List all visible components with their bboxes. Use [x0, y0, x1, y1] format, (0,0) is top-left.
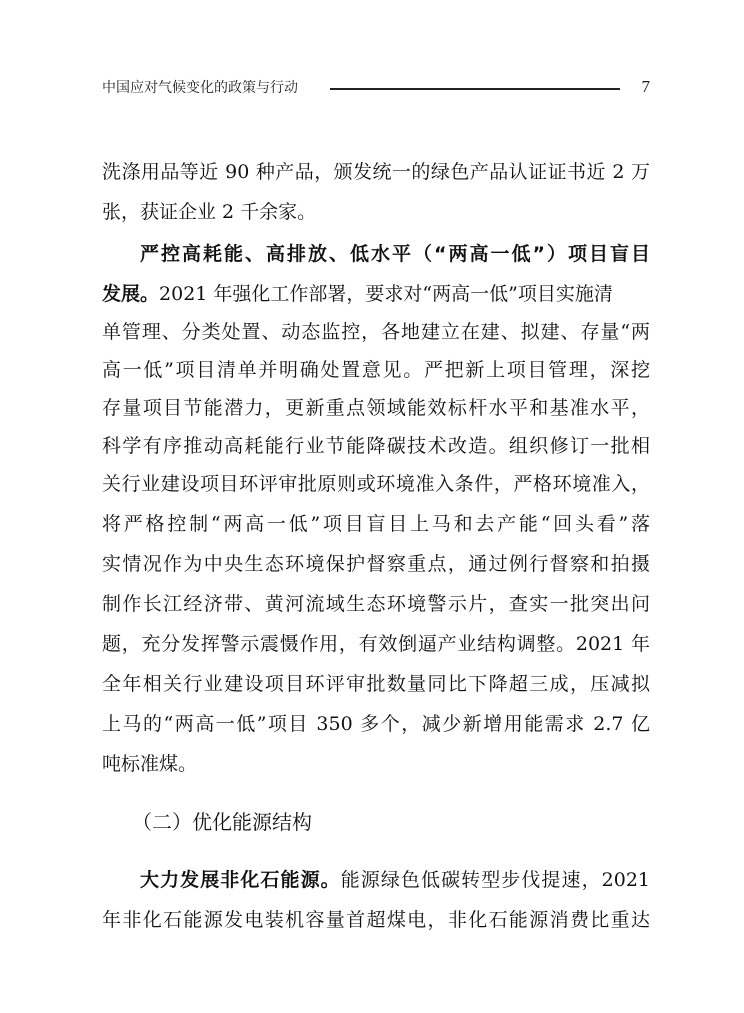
paragraph-2-line-12: 全年相关行业建设项目环评审批数量同比下降超三成，压减拟: [102, 673, 650, 695]
paragraph-3-lead: 大力发展非化石能源。: [140, 869, 341, 891]
paragraph-2-line-10: 制作长江经济带、黄河流域生态环境警示片，查实一批突出问: [102, 593, 650, 615]
header-rule: [330, 88, 620, 90]
paragraph-2-line-2-text: 2021 年强化工作部署，要求对“两高一低”项目实施清: [159, 283, 613, 305]
paragraph-1-line-1: 洗涤用品等近 90 种产品，颁发统一的绿色产品认证证书近 2 万: [102, 161, 650, 183]
paragraph-2-line-11: 题，充分发挥警示震慑作用，有效倒逼产业结构调整。2021 年: [102, 633, 650, 655]
section-heading: （二）优化能源结构: [132, 810, 312, 834]
page-number: 7: [641, 77, 650, 96]
running-header-title: 中国应对气候变化的政策与行动: [102, 80, 298, 96]
paragraph-2-lead-end: 发展。: [102, 283, 160, 305]
paragraph-2-line-9: 实情况作为中央生态环境保护督察重点，通过例行督察和拍摄: [102, 553, 650, 575]
paragraph-2-line-2: [102, 280, 650, 308]
paragraph-3-line-1-text: 能源绿色低碳转型步伐提速，2021: [340, 869, 650, 891]
paragraph-2-line-3: 单管理、分类处置、动态监控，各地建立在建、拟建、存量“两: [102, 321, 650, 343]
running-header: [102, 78, 650, 100]
paragraph-2-lead-line: 严控高耗能、高排放、低水平（“两高一低”）项目盲目: [140, 243, 650, 265]
paragraph-2-line-6: 科学有序推动高耗能行业节能降碳技术改造。组织修订一批相: [102, 435, 650, 457]
paragraph-2-line-14: 吨标准煤。: [102, 753, 198, 775]
paragraph-2-line-7: 关行业建设项目环评审批原则或环境准入条件，严格环境准入，: [102, 473, 650, 495]
paragraph-2-line-8: 将严格控制“两高一低”项目盲目上马和去产能“回头看”落: [102, 513, 650, 535]
paragraph-3-line-1: [140, 866, 650, 894]
paragraph-3-line-2: 年非化石能源发电装机容量首超煤电，非化石能源消费比重达: [102, 909, 650, 931]
paragraph-1-line-2: 张，获证企业 2 千余家。: [102, 201, 317, 223]
paragraph-2-line-13: 上马的“两高一低”项目 350 多个，减少新增用能需求 2.7 亿: [102, 713, 650, 735]
paragraph-2-line-5: 存量项目节能潜力，更新重点领域能效标杆水平和基准水平，: [102, 397, 650, 419]
paragraph-2-line-4: 高一低”项目清单并明确处置意见。严把新上项目管理，深挖: [102, 359, 650, 381]
